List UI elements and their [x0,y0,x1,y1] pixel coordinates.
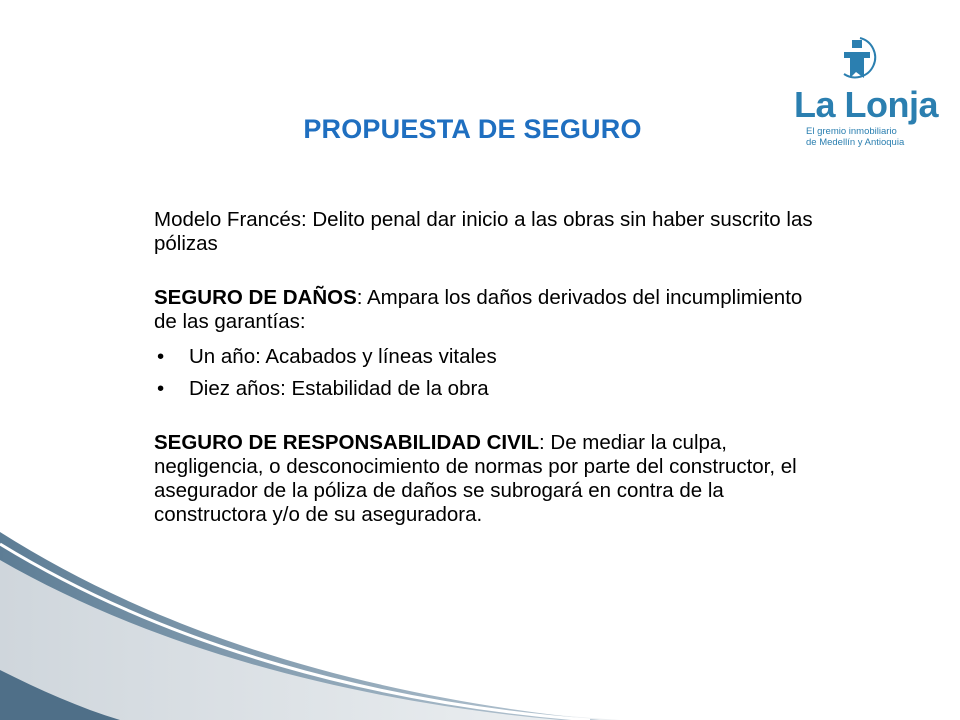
modelo-frances-paragraph: Modelo Francés: Delito penal dar inicio a las obras sin haber suscrito las pólizas [154,208,813,255]
slide-body [154,208,814,527]
list-item-text: Un año: Acabados y líneas vitales [189,345,497,368]
seguro-danos-paragraph [154,286,814,334]
logo-tagline-line1: El gremio inmobiliario [806,126,897,137]
logo-tagline-line2: de Medellín y Antioquia [806,137,905,148]
decorative-swoosh [0,520,620,720]
list-item [154,377,814,401]
page-title: PROPUESTA DE SEGURO [303,114,642,144]
la-lonja-emblem-icon [832,34,888,84]
seguro-danos-label: SEGURO DE DAÑOS [154,286,357,309]
list-item [154,345,814,369]
logo-name: La Lonja [794,84,939,125]
garantias-list [154,345,814,401]
responsabilidad-civil-paragraph [154,431,814,527]
seguro-danos-text: : Ampara los daños derivados del incumplimiento de las garantías: [154,286,803,333]
list-item-text: Diez años: Estabilidad de la obra [189,377,489,400]
bullet-icon: • [157,377,165,400]
bullet-icon: • [157,345,165,368]
responsabilidad-civil-label: SEGURO DE RESPONSABILIDAD CIVIL [154,431,539,454]
responsabilidad-civil-text: : De mediar la culpa, negligencia, o desconocimiento de normas por parte del constructor, el asegurador de la póliza de daños se subrogará en contra de la constructora y/o de su aseguradora. [154,431,797,526]
